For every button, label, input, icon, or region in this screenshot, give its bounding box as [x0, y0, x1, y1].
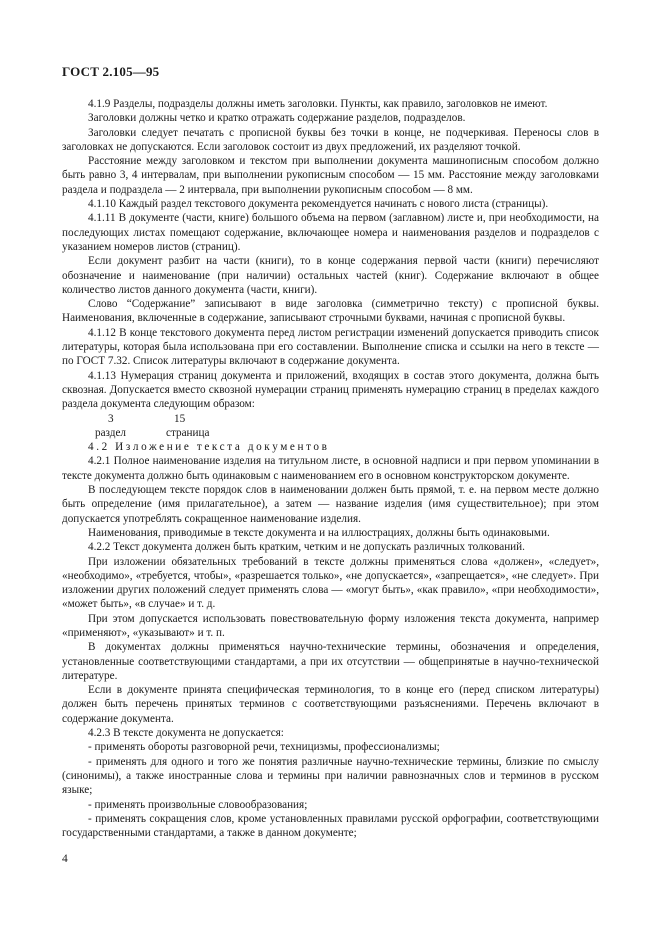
paragraph-4-1-13: 4.1.13 Нумерация страниц документа и приложений, входящих в состав этого документа, должна быть сквозная. Допускается вместо сквозной нумерации страниц применять нумерацию страниц в пределах каждого раздела документа следующим образом: — [62, 369, 599, 411]
paragraph: Заголовки следует печатать с прописной буквы без точки в конце, не подчеркивая. Переносы слов в заголовках не допускаются. Если заголовок состоит из двух предложений, их разделяют точкой. — [62, 126, 599, 153]
paragraph-4-1-11: 4.1.11 В документе (части, книге) большого объема на первом (заглавном) листе и, при необходимости, на последующих листах помещают содержание, включающее номера и наименования разделов и подразделов с указанием номеров листов (страниц). — [62, 212, 599, 253]
list-item: - применять сокращения слов, кроме установленных правилами русской орфографии, соответствующими государственными стандартами, а также в данном документе; — [62, 812, 599, 840]
paragraph-4-1-10: 4.1.10 Каждый раздел текстового документа рекомендуется начинать с нового листа (страницы). — [88, 198, 549, 211]
page-number-example: 15 — [174, 412, 186, 425]
paragraph: Слово “Содержание” записывают в виде заголовка (симметрично тексту) с прописной буквы. Наименования, включенные в содержание, записывают строчными буквами, начиная с прописной буквы. — [62, 298, 599, 325]
page-number: 4 — [62, 853, 68, 865]
numbering-example-numbers — [62, 412, 599, 426]
standard-designation: ГОСТ 2.105—95 — [62, 64, 160, 79]
paragraph: При этом допускается использовать повествовательную форму изложения текста документа, например «применяют», «указывают» и т. п. — [62, 612, 599, 639]
page-label: страница — [166, 426, 210, 439]
paragraph: Заголовки должны четко и кратко отражать содержание разделов, подразделов. — [88, 112, 466, 125]
document-body — [62, 97, 599, 840]
paragraph: Если в документе принята специфическая терминология, то в конце его (перед списком литературы) должен быть перечень принятых терминов с соответствующими разъяснениями. Перечень включают в содержание документа. — [62, 684, 599, 725]
paragraph: При изложении обязательных требований в тексте должны применяться слова «должен», «следует», «необходимо», «требуется, чтобы», «разрешается только», «не допускается», «запрещается», «не следует». При изложении других положений следует применять слова — «могут быть», «как правило», «при необходимости», «может быть», «в случае» и т. д. — [62, 555, 599, 611]
list-item: - применять для одного и того же понятия различные научно-технические термины, близкие по смыслу (синонимы), а также иностранные слова и термины при наличии равнозначных слов и терминов в русском языке; — [62, 755, 599, 797]
paragraph: Наименования, приводимые в тексте документа и на иллюстрациях, должны быть одинаковыми. — [88, 526, 550, 539]
paragraph-4-2-1: 4.2.1 Полное наименование изделия на титульном листе, в основной надписи и при первом упоминании в тексте документа должно быть одинаковым с наименованием его в основном конструкторском документе. — [62, 455, 599, 482]
section-number: 3 — [108, 412, 114, 425]
paragraph-4-1-12: 4.1.12 В конце текстового документа перед листом регистрации изменений допускается приводить список литературы, которая была использована при его составлении. Выполнение списка и ссылки на него в тексте — по ГОСТ 7.32. Список литературы включают в содержание документа. — [62, 326, 599, 368]
paragraph: Расстояние между заголовком и текстом при выполнении документа машинописным способом должно быть равно 3, 4 интервалам, при выполнении рукописным способом — 15 мм. Расстояние между заголовками раздела и подраздела — 2 интервала, при выполнении рукописным способом — 8 мм. — [62, 155, 599, 196]
section-label: раздел — [95, 426, 127, 439]
paragraph: В последующем тексте порядок слов в наименовании должен быть прямой, т. е. на первом месте должно быть определение (имя прилагательное), а затем — название изделия (имя существительное); при этом допускается употреблять сокращенное наименование изделия. — [62, 484, 599, 525]
paragraph: Если документ разбит на части (книги), то в конце содержания первой части (книги) перечисляют обозначение и наименование (при наличии) остальных частей (книг). Содержание включают в общее количество листов данного документа (части, книги). — [62, 255, 599, 296]
list-item: - применять обороты разговорной речи, техницизмы, профессионализмы; — [88, 741, 440, 754]
section-heading-4-2: 4.2 Изложение текста документов — [88, 441, 330, 454]
numbering-example-labels — [62, 426, 599, 440]
paragraph-4-2-2: 4.2.2 Текст документа должен быть кратким, четким и не допускать различных толкований. — [88, 541, 525, 554]
paragraph: В документах должны применяться научно-технические термины, обозначения и определения, установленные соответствующими стандартами, а при их отсутствии — общепринятые в научно-технической литературе. — [62, 641, 599, 682]
paragraph-4-2-3: 4.2.3 В тексте документа не допускается: — [88, 727, 284, 740]
paragraph-4-1-9: 4.1.9 Разделы, подразделы должны иметь заголовки. Пункты, как правило, заголовков не имеют. — [88, 98, 548, 110]
list-item: - применять произвольные словообразования; — [88, 798, 308, 811]
